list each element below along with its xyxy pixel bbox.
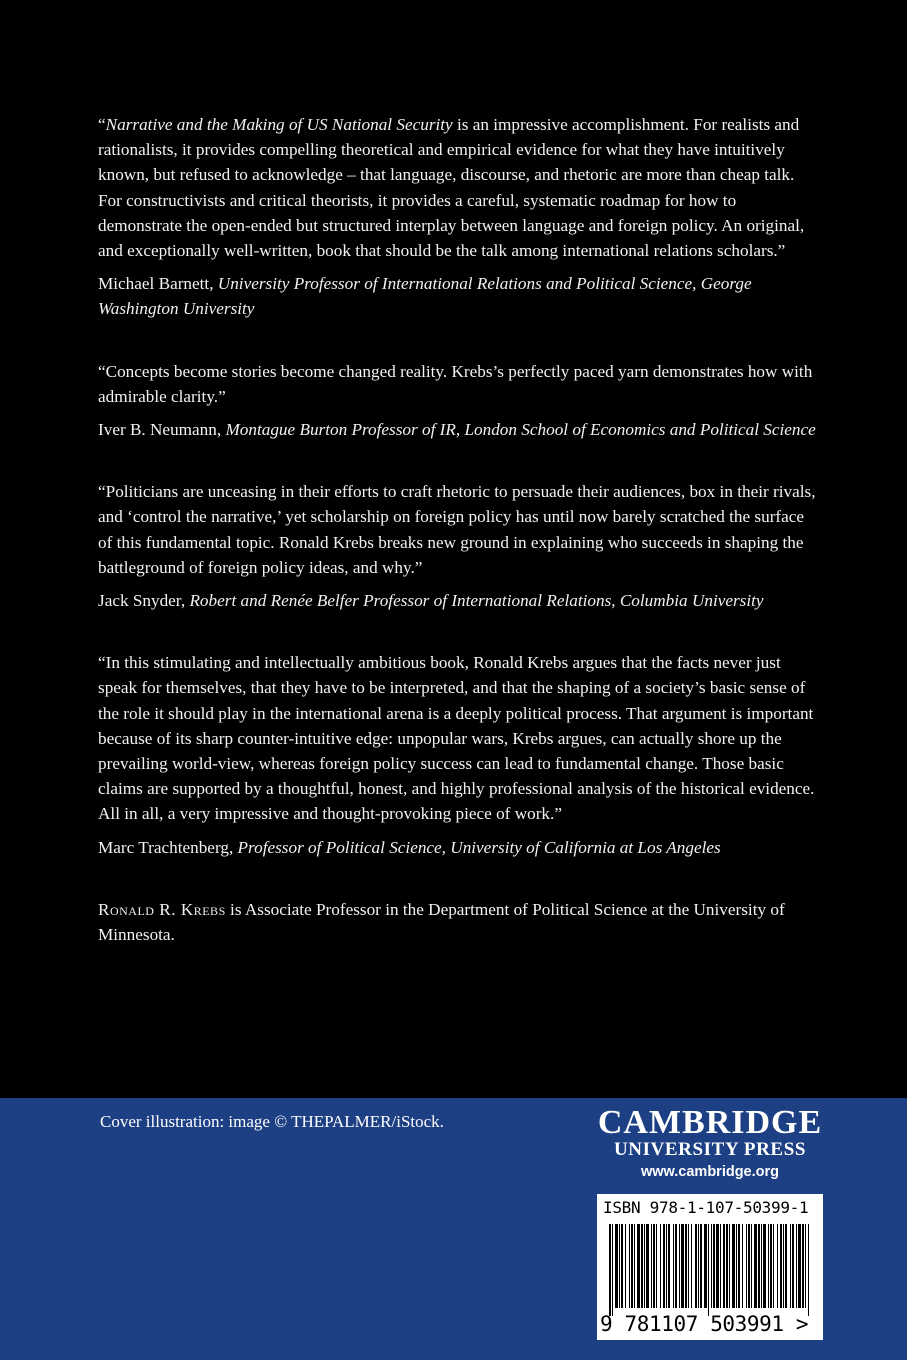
barcode-bar [695,1224,697,1308]
barcode-bar [666,1224,667,1308]
blurb-attribution [98,417,818,442]
blurb-attribution [98,835,818,860]
barcode-bar [688,1224,689,1308]
ean-number: 9 781107 503991 > [600,1312,809,1336]
endorser-affiliation: University Professor of International Relations and Political Science, George Washington University [98,274,752,319]
barcode-bar [691,1224,692,1308]
blurb-quote: “Concepts become stories become changed reality. Krebs’s perfectly paced yarn demonstrates how with admirable clarity.” [98,361,813,406]
barcode-bar [698,1224,699,1308]
endorser-name: Jack Snyder, [98,591,190,611]
cambridge-logo [597,1105,823,1180]
barcode-bar [773,1224,774,1308]
barcode-bar [609,1224,611,1316]
isbn-text: ISBN 978-1-107-50399-1 [603,1198,809,1217]
barcode-bar [711,1224,712,1308]
barcode-bar [625,1224,626,1308]
barcode-bar [798,1224,801,1308]
barcode-bar [783,1224,784,1308]
endorser-affiliation: Professor of Political Science, University of California at Los Angeles [237,837,721,857]
barcode-bar [746,1224,747,1308]
barcode-bar [673,1224,674,1308]
barcode-bar [754,1224,757,1308]
barcode-bars [609,1224,811,1316]
barcode-bar [675,1224,677,1308]
barcode-bar [796,1224,797,1308]
blurb-4 [98,650,818,860]
author-bio [98,897,818,947]
barcode-bar [761,1224,762,1308]
barcode-bar [631,1224,633,1308]
barcode-bar [629,1224,630,1308]
barcode-bar [785,1224,787,1308]
barcode-bar [660,1224,661,1308]
barcode-bar [758,1224,760,1308]
endorser-name: Iver B. Neumann, [98,420,226,440]
barcode-bar [805,1224,806,1308]
blurb-1 [98,112,818,322]
publisher-url: www.cambridge.org [640,1164,780,1180]
barcode-bar [634,1224,635,1308]
blurb-attribution [98,271,818,321]
barcode-bar [679,1224,680,1308]
barcode-bar [792,1224,794,1308]
book-title: Narrative and the Making of US National Security [105,115,453,134]
isbn-barcode [597,1194,823,1340]
barcode-bar [637,1224,640,1308]
barcode-bar [663,1224,665,1308]
barcode-bar [742,1224,743,1308]
publisher-subname: UNIVERSITY PRESS [613,1139,807,1160]
barcode-bar [615,1224,618,1308]
barcode-bar [726,1224,728,1308]
barcode-bar [748,1224,750,1308]
blurb-quote: “In this stimulating and intellectually ambitious book, Ronald Krebs argues that the facts never just speak for themselves, that they have to be interpreted, and that the shaping of a society’s basic sense of the role it should play in the international arena is a deeply political process. That argument is important because of its sharp counter-intuitive edge: unpopular wars, Krebs argues, can actually shore up the prevailing world-view, whereas foreign policy success can lead to fundamental change. Those basic claims are supported by a thoughtful, honest, and highly professional analysis of the historical evidence. All in all, a very impressive and thought-provoking piece of work.” [98,653,815,824]
barcode-bar [668,1224,670,1308]
barcode-bar [651,1224,652,1308]
barcode-bar [641,1224,643,1308]
barcode-bar [708,1224,709,1316]
barcode-bar [619,1224,620,1308]
author-name: Ronald R. Krebs [98,899,226,919]
barcode-bar [770,1224,772,1308]
barcode-bar [646,1224,649,1308]
barcode-bar [716,1224,719,1308]
publisher-footer [0,1098,907,1360]
back-cover-text [98,112,818,964]
barcode-bar [685,1224,687,1308]
barcode-bar [723,1224,725,1308]
barcode-bar [802,1224,804,1308]
blurb-3 [98,479,818,613]
barcode-bar [713,1224,715,1308]
author-bio-text: is Associate Professor in the Department of Political Science at the University of Minnesota. [98,899,785,945]
barcode-bar [732,1224,735,1308]
barcode-bar [653,1224,655,1308]
blurb-2 [98,359,818,443]
publisher-name: CAMBRIDGE [597,1104,823,1141]
barcode-bar [656,1224,657,1308]
barcode-bar [681,1224,684,1308]
blurb-quote: “Politicians are unceasing in their efforts to craft rhetoric to persuade their audiences, box in their rivals, and ‘control the narrative,’ yet scholarship on foreign policy has until now barely scratched the surface of this fundamental topic. Ronald Krebs breaks new ground in explaining who succeeds in shaping the battleground of foreign policy ideas, and why.” [98,482,816,577]
blurb-attribution [98,588,818,613]
endorser-name: Michael Barnett, [98,274,218,294]
barcode-bar [738,1224,740,1308]
endorser-affiliation: Robert and Renée Belfer Professor of International Relations, Columbia University [189,591,764,611]
barcode-bar [777,1224,778,1308]
barcode-bar [808,1224,809,1316]
barcode-bar [736,1224,737,1308]
endorser-name: Marc Trachtenberg, [98,837,238,857]
barcode-bar [644,1224,645,1308]
barcode-bar [751,1224,752,1308]
barcode-bar [790,1224,791,1308]
barcode-bar [780,1224,782,1308]
blurb-quote: “Narrative and the Making of US National Security is an impressive accomplishment. For realists and rationalists, it provides compelling theoretical and empirical evidence for what they have intuitively known, but refused to acknowledge – that language, discourse, and rhetoric are more than cheap talk. For constructivists and critical theorists, it provides a careful, systematic roadmap for how to demonstrate the open-ended but structured interplay between language and foreign policy. An original, and exceptionally well-written, book that should be the talk among international relations scholars.” [98,115,805,261]
cover-credit: Cover illustration: image © THEPALMER/iStock. [100,1112,444,1131]
endorser-affiliation: Montague Burton Professor of IR, London School of Economics and Political Science [225,420,816,440]
barcode-bar [612,1224,613,1316]
barcode-bar [700,1224,702,1308]
barcode-bar [621,1224,623,1308]
barcode-bar [729,1224,730,1308]
barcode-bar [704,1224,707,1308]
barcode-bar [763,1224,766,1308]
barcode-bar [768,1224,769,1308]
barcode-bar [720,1224,721,1308]
